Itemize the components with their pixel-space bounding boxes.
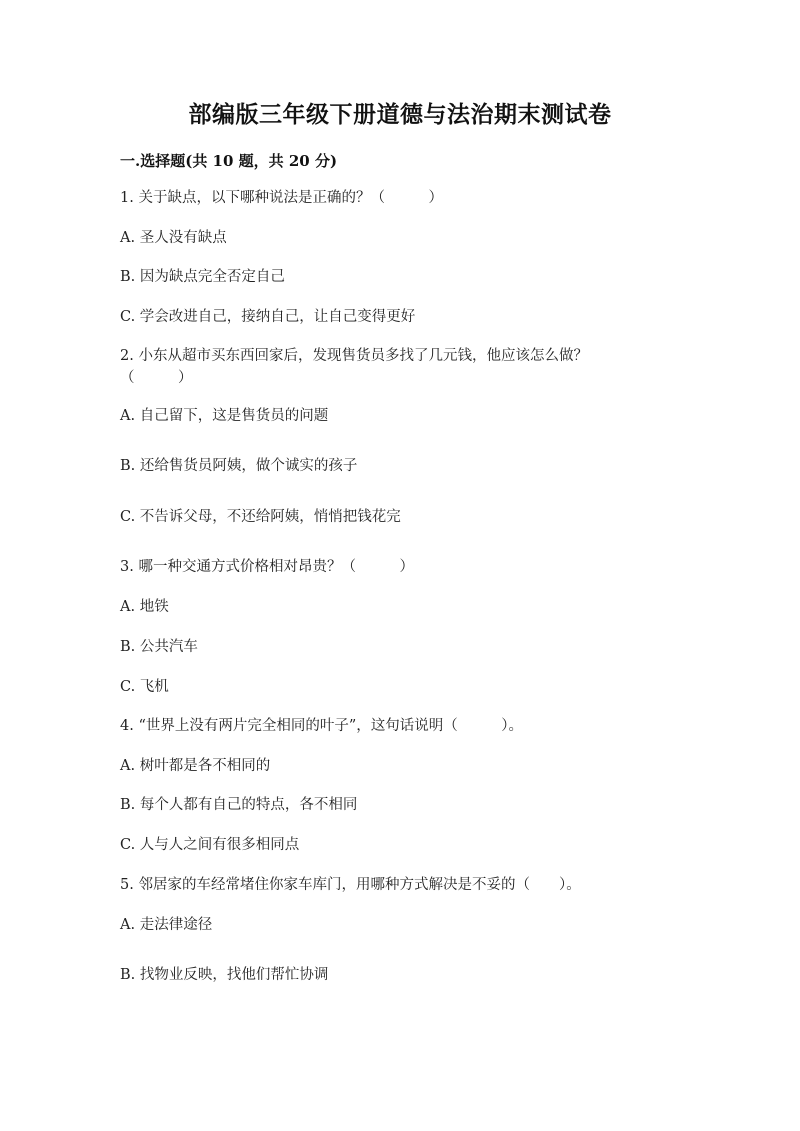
question-stem: 4. “世界上没有两片完全相同的叶子”，这句话说明（ ）。 <box>120 718 524 734</box>
option: B. 找物业反映，找他们帮忙协调 <box>120 967 329 983</box>
option: A. 走法律途径 <box>120 917 213 933</box>
option: C. 不告诉父母，不还给阿姨，悄悄把钱花完 <box>120 509 401 525</box>
option: B. 每个人都有自己的特点，各不相同 <box>120 797 358 813</box>
option: C. 学会改进自己，接纳自己，让自己变得更好 <box>120 309 416 325</box>
question-stem-continuation: （ ） <box>120 370 193 386</box>
question-stem: 5. 邻居家的车经常堵住你家车库门，用哪种方式解决是不妥的（ ）。 <box>120 877 581 893</box>
page-title: 部编版三年级下册道德与法治期末测试卷 <box>188 101 612 128</box>
question-stem: 1. 关于缺点，以下哪种说法是正确的？（ ） <box>120 190 443 206</box>
option: B. 因为缺点完全否定自己 <box>120 269 285 285</box>
option: A. 地铁 <box>120 599 169 615</box>
option: B. 公共汽车 <box>120 639 198 655</box>
option: A. 自己留下，这是售货员的问题 <box>120 408 329 424</box>
question-stem: 2. 小东从超市买东西回家后，发现售货员多找了几元钱，他应该怎么做？ <box>120 348 588 364</box>
question-stem: 3. 哪一种交通方式价格相对昂贵？（ ） <box>120 559 414 575</box>
option: C. 飞机 <box>120 679 169 695</box>
option: B. 还给售货员阿姨，做个诚实的孩子 <box>120 458 358 474</box>
option: C. 人与人之间有很多相同点 <box>120 837 300 853</box>
section-heading: 一.选择题(共 10 题，共 20 分) <box>120 152 338 170</box>
option: A. 树叶都是各不相同的 <box>120 758 271 774</box>
option: A. 圣人没有缺点 <box>120 230 227 246</box>
